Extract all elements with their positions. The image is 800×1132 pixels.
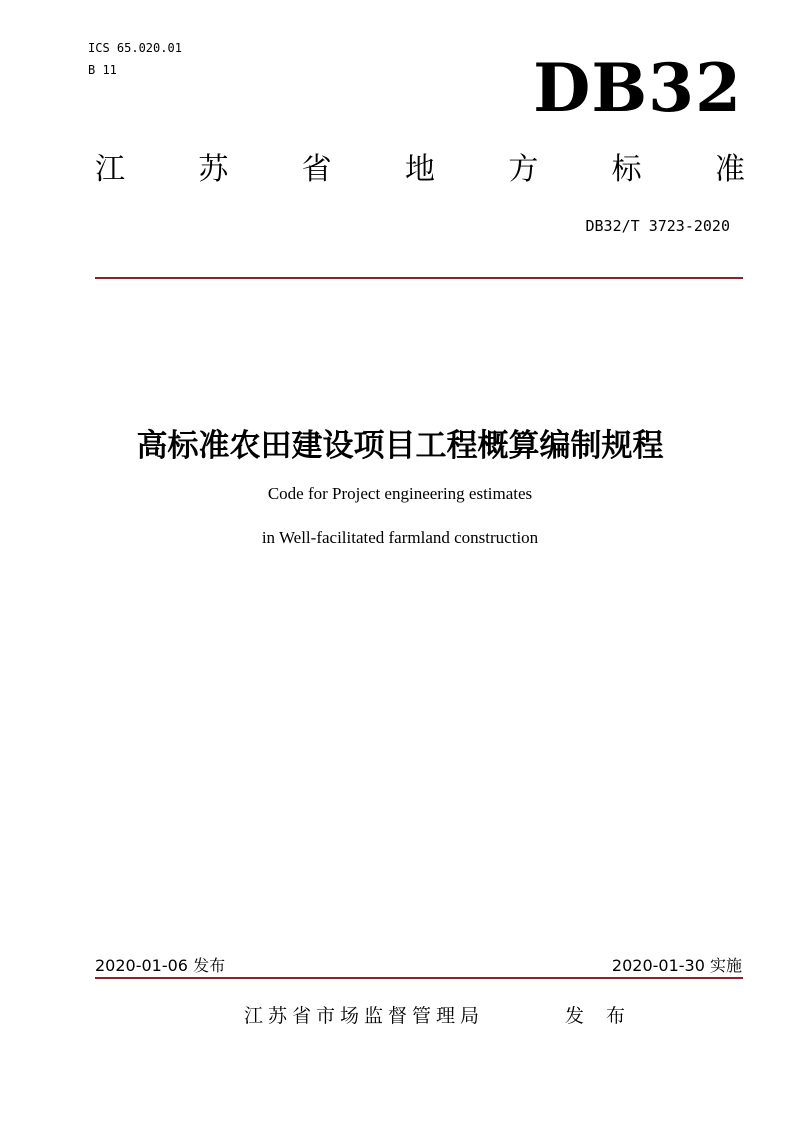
- english-title-line-1: Code for Project engineering estimates: [267, 484, 533, 503]
- standard-category: [95, 150, 745, 190]
- header-divider: [95, 277, 743, 279]
- category-char: 地: [404, 152, 435, 187]
- category-char: 方: [508, 152, 539, 187]
- publish-date: 2020-01-06 发布: [95, 956, 226, 975]
- english-title-line-2: in Well-facilitated farmland construction: [261, 528, 539, 547]
- issue-label: 发 布: [565, 1005, 634, 1027]
- category-char: 江: [95, 152, 125, 187]
- footer-divider: [95, 977, 743, 979]
- category-char: 苏: [198, 152, 229, 187]
- issuing-authority: 江苏省市场监督管理局: [244, 1005, 485, 1027]
- category-char: 省: [301, 152, 332, 187]
- category-char: 标: [611, 152, 642, 187]
- standard-logo: DB32: [533, 49, 742, 127]
- implementation-date: 2020-01-30 实施: [611, 956, 742, 975]
- classification-code: B 11: [88, 63, 117, 77]
- ics-code: ICS 65.020.01: [88, 41, 182, 55]
- category-char: 准: [714, 152, 745, 187]
- document-number: DB32/T 3723-2020: [585, 217, 730, 235]
- document-title: 高标准农田建设项目工程概算编制规程: [136, 428, 664, 464]
